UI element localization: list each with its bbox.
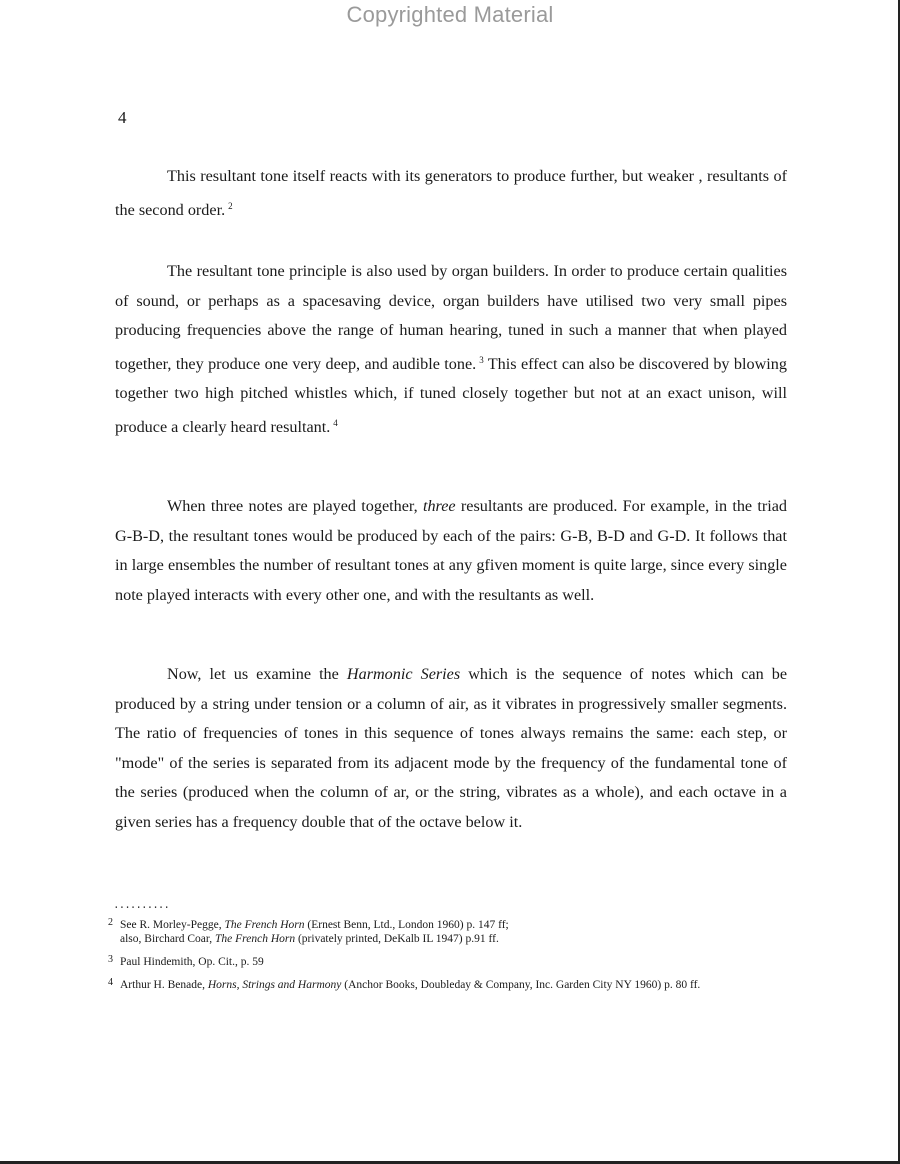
paragraph-4 — [115, 660, 787, 837]
copyright-watermark: Copyrighted Material — [346, 2, 554, 27]
footnote-text: Arthur H. Benade, — [120, 979, 205, 991]
paragraph-3 — [115, 492, 787, 610]
paragraph-2-text-b: This effect can also be discovered by blowing together two high pitched whistles which, if tuned closely together but not at an exact unison, will produce a clearly heard resultant. — [115, 354, 787, 436]
paragraph-4-text-b: which is the sequence of notes which can be produced by a string under tension or a column of air, as it vibrates in progressively smaller segments. The ratio of frequencies of tones in this sequence of tones always remains the same: each step, or "mode" of the series is separated from its adjacent mode by the frequency of the fundamental tone of the series (produced when the column of ar, or the string, vibrates as a whole), and each octave in a given series has a frequency double that of the octave below it. — [115, 665, 788, 831]
paragraph-2 — [115, 257, 787, 442]
paragraph-3-emphasis: three — [422, 497, 456, 515]
footnote-4 — [108, 978, 748, 992]
paragraph-3-text-b: resultants are produced. For example, in the triad G-B-D, the resultant tones would be produced by each of the pairs: G-B, B-D and G-D. It follows that in large ensembles the number of resultant tones at any gfiven moment is quite large, since every single note played interacts with every other one, and with the resultants as well. — [115, 497, 788, 604]
footnote-title: The French Horn — [215, 933, 296, 945]
footnote-ref-4[interactable]: 4 — [333, 417, 338, 428]
footnote-ref-2[interactable]: 2 — [228, 200, 233, 211]
footnote-text: (privately printed, DeKalb IL 1947) p.91 ff. — [297, 933, 499, 945]
paragraph-2-text-a: The resultant tone principle is also used by organ builders. In order to produce certain qualities of sound, or perhaps as a spacesaving device, organ builders have utilised two very small pipes producing frequencies above the range of human hearing, tuned in such a manner that when played together, they produce one very deep, and audible tone. — [115, 262, 787, 373]
footnote-text: Paul Hindemith, Op. Cit., p. 59 — [120, 956, 264, 968]
paragraph-4-text-a: Now, let us examine the — [167, 665, 339, 683]
footnote-text: also, Birchard Coar, — [120, 933, 213, 945]
footnote-2 — [108, 918, 748, 946]
paragraph-1 — [115, 162, 787, 225]
paragraph-4-emphasis: Harmonic Series — [346, 665, 461, 683]
footnote-text: See R. Morley-Pegge, — [120, 919, 222, 931]
page-number: 4 — [118, 108, 127, 127]
footnote-3 — [108, 955, 748, 969]
footnote-text: (Ernest Benn, Ltd., London 1960) p. 147 ff; — [307, 919, 509, 931]
footnote-number: 3 — [108, 954, 113, 965]
footnotes — [108, 918, 748, 1001]
paragraph-1-text: This resultant tone itself reacts with its generators to produce further, but weaker , resultants of the second order. — [115, 167, 787, 219]
footnote-text: (Anchor Books, Doubleday & Company, Inc. Garden City NY 1960) p. 80 ff. — [344, 979, 701, 991]
paragraph-3-text-a: When three notes are played together, — [167, 497, 418, 515]
footnote-number: 4 — [108, 977, 113, 988]
footnote-title: Horns, Strings and Harmony — [207, 979, 342, 991]
footnote-ref-3[interactable]: 3 — [479, 354, 484, 365]
footnote-title: The French Horn — [224, 919, 305, 931]
footnote-number: 2 — [108, 917, 113, 928]
footnote-divider: .......... — [113, 900, 170, 912]
